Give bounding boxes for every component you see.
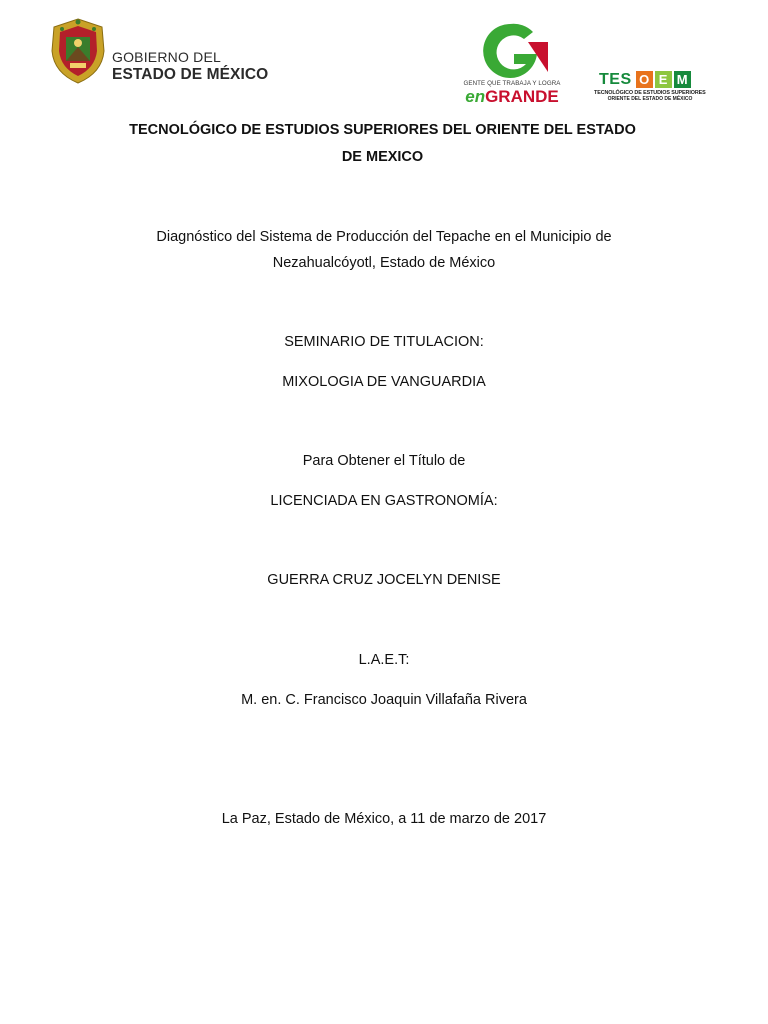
degree-title: LICENCIADA EN GASTRONOMÍA: <box>270 493 498 509</box>
institution-line-1: TECNOLÓGICO DE ESTUDIOS SUPERIORES DEL ORIENTE DEL ESTADO <box>129 122 636 138</box>
tesoem-logo <box>594 70 706 102</box>
engrande-grande: GRANDE <box>485 87 559 106</box>
institution-line-2: DE MEXICO <box>341 149 424 165</box>
place-date: La Paz, Estado de México, a 11 de marzo de 2017 <box>221 811 547 827</box>
tesoem-tes: TES <box>599 70 632 88</box>
advisor-label: L.A.E.T: <box>358 652 410 668</box>
tesoem-letter-o: O <box>636 71 653 88</box>
seminar-label: SEMINARIO DE TITULACION: <box>284 334 484 350</box>
coat-of-arms-icon <box>48 17 108 85</box>
engrande-tagline: GENTE QUE TRABAJA Y LOGRA <box>463 80 561 87</box>
tesoem-letter-m: M <box>674 71 691 88</box>
thesis-title-line-2: Nezahualcóyotl, Estado de México <box>272 255 496 271</box>
engrande-en: en <box>465 87 486 106</box>
thesis-title-line-1: Diagnóstico del Sistema de Producción del Tepache en el Municipio de <box>156 229 612 245</box>
degree-intro: Para Obtener el Título de <box>302 453 466 469</box>
advisor-name: M. en. C. Francisco Joaquin Villafaña Rivera <box>241 692 527 708</box>
tesoem-subtitle-1: TECNOLÓGICO DE ESTUDIOS SUPERIORES <box>594 90 706 96</box>
tesoem-subtitle-2: ORIENTE DEL ESTADO DE MÉXICO <box>607 96 693 102</box>
institution-title <box>100 117 665 171</box>
engrande-g-icon <box>470 20 550 80</box>
author-name: GUERRA CRUZ JOCELYN DENISE <box>267 572 501 588</box>
tesoem-letter-e: E <box>655 71 672 88</box>
gov-logo-line1: GOBIERNO DEL <box>112 49 221 65</box>
engrande-wordmark <box>449 87 575 107</box>
seminar-name: MIXOLOGIA DE VANGUARDIA <box>282 374 486 390</box>
gov-logo-line2: ESTADO DE MÉXICO <box>112 66 269 83</box>
